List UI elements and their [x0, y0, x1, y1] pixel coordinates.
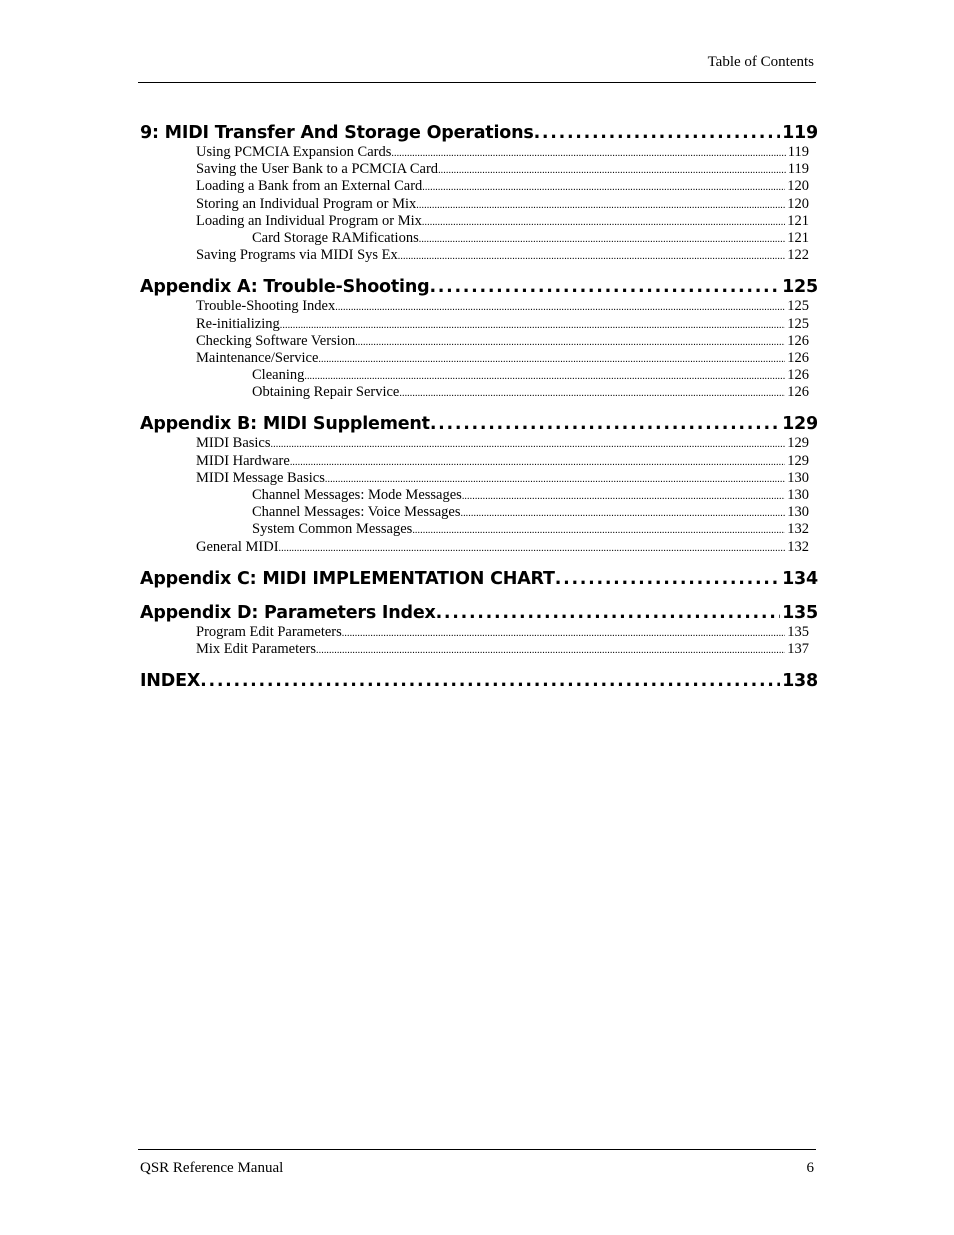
toc-chapter-entry[interactable]	[140, 568, 818, 590]
toc-leader-dots	[391, 144, 785, 162]
toc-entry[interactable]	[140, 539, 809, 556]
toc-leader-dots	[534, 122, 780, 144]
toc-entry-label: MIDI Basics	[196, 435, 271, 452]
toc-section	[140, 602, 818, 658]
toc-leader-dots	[325, 470, 785, 488]
toc-entry-page: 129	[787, 435, 809, 452]
toc-chapter-entry[interactable]	[140, 122, 818, 144]
header-rule	[138, 82, 816, 83]
toc-entry-page: 120	[787, 178, 809, 195]
toc-entry-page: 120	[787, 195, 809, 212]
toc-section	[140, 670, 818, 692]
toc-leader-dots	[399, 384, 785, 402]
toc-entry[interactable]	[140, 521, 809, 538]
toc-entry-page: 130	[787, 469, 809, 486]
toc-leader-dots	[422, 178, 785, 196]
toc-leader-dots	[290, 453, 785, 471]
toc-chapter-title: INDEX	[140, 671, 201, 692]
toc-entry-page: 119	[787, 161, 809, 178]
toc-entry[interactable]	[140, 178, 809, 195]
toc-chapter-title: Appendix B: MIDI Supplement	[140, 414, 430, 435]
toc-entry-label: Using PCMCIA Expansion Cards	[196, 144, 392, 160]
toc-entry[interactable]	[140, 453, 809, 470]
toc-entry-label: Checking Software Version	[196, 332, 356, 349]
toc-entry[interactable]	[140, 487, 809, 504]
toc-entry[interactable]	[140, 316, 809, 333]
toc-entry[interactable]	[140, 144, 809, 161]
toc-entry-label: General MIDI	[196, 538, 279, 555]
toc-entry-label: Saving the User Bank to a PCMCIA Card	[196, 161, 439, 178]
toc-entry[interactable]	[140, 384, 809, 401]
toc-leader-dots	[412, 521, 785, 539]
toc-leader-dots	[271, 435, 786, 453]
toc-entry-page: 135	[787, 623, 809, 640]
toc-leader-dots	[316, 641, 785, 659]
toc-entry[interactable]	[140, 624, 809, 641]
running-head: Table of Contents	[707, 54, 814, 70]
toc-leader-dots	[430, 413, 780, 435]
toc-leader-dots	[200, 670, 780, 692]
toc-chapter-title: Appendix C: MIDI IMPLEMENTATION CHART	[140, 568, 555, 589]
toc-leader-dots	[416, 196, 785, 214]
toc-entry-label: System Common Messages	[252, 521, 413, 538]
toc-chapter-entry[interactable]	[140, 602, 818, 624]
toc-chapter-page: 138	[782, 671, 818, 692]
toc-entry-label: Channel Messages: Mode Messages	[252, 487, 462, 503]
toc-leader-dots	[342, 624, 785, 642]
toc-entry-page: 125	[787, 298, 809, 315]
toc-entry-label: Trouble-Shooting Index	[196, 298, 336, 315]
toc-chapter-page: 135	[782, 602, 818, 623]
toc-entry[interactable]	[140, 435, 809, 452]
toc-leader-dots	[279, 539, 786, 557]
toc-entry-label: Cleaning	[252, 367, 305, 384]
toc-entry-page: 132	[787, 521, 809, 538]
toc-entry-page: 137	[787, 640, 809, 657]
toc-entry-page: 121	[787, 229, 809, 246]
toc-section	[140, 413, 818, 555]
toc-leader-dots	[280, 316, 785, 334]
toc-leader-dots	[419, 230, 786, 248]
toc-entry-page: 129	[787, 452, 809, 469]
toc-entry[interactable]	[140, 247, 809, 264]
toc-entry[interactable]	[140, 161, 809, 178]
toc-entry[interactable]	[140, 504, 809, 521]
toc-entry[interactable]	[140, 641, 809, 658]
toc-chapter-entry[interactable]	[140, 276, 818, 298]
toc-entry-label: Maintenance/Service	[196, 349, 319, 366]
toc-entry-label: Re-initializing	[196, 315, 280, 332]
toc-leader-dots	[304, 367, 785, 385]
toc-entry-page: 132	[787, 538, 809, 555]
toc-entry-label: MIDI Hardware	[196, 452, 290, 469]
toc-entry-page: 130	[787, 487, 809, 503]
footer-rule	[138, 1149, 816, 1150]
toc-entry[interactable]	[140, 470, 809, 487]
toc-chapter-entry[interactable]	[140, 670, 818, 692]
toc-section	[140, 276, 818, 401]
toc-chapter-title: 9: MIDI Transfer And Storage Operations	[140, 123, 534, 143]
toc-entry-page: 130	[787, 504, 809, 521]
toc-chapter-page: 134	[782, 568, 818, 589]
toc-chapter-page: 119	[782, 123, 818, 143]
toc-leader-dots	[438, 161, 786, 179]
toc-entry[interactable]	[140, 213, 809, 230]
toc-entry-page: 121	[787, 212, 809, 229]
toc-entry-page: 126	[787, 367, 809, 384]
toc-entry-label: Saving Programs via MIDI Sys Ex	[196, 247, 398, 264]
toc-entry-page: 122	[787, 247, 809, 264]
toc-entry-label: Channel Messages: Voice Messages	[252, 504, 461, 521]
toc-leader-dots	[429, 276, 780, 298]
toc-leader-dots	[462, 487, 785, 505]
toc-entry[interactable]	[140, 230, 809, 247]
toc-entry[interactable]	[140, 196, 809, 213]
toc-entry-page: 126	[787, 349, 809, 366]
toc-chapter-title: Appendix A: Trouble-Shooting	[140, 277, 430, 298]
footer-manual-title: QSR Reference Manual	[140, 1160, 284, 1176]
toc-entry[interactable]	[140, 298, 809, 315]
toc-leader-dots	[422, 213, 785, 231]
toc-leader-dots	[318, 350, 785, 368]
toc-entry[interactable]	[140, 333, 809, 350]
toc-leader-dots	[436, 602, 780, 624]
toc-entry-label: Mix Edit Parameters	[196, 640, 317, 657]
toc-entry-label: Card Storage RAMifications	[252, 229, 419, 246]
toc-entry-label: Loading a Bank from an External Card	[196, 178, 423, 195]
toc-leader-dots	[555, 568, 780, 590]
toc-entry[interactable]	[140, 367, 809, 384]
toc-entry-page: 126	[787, 384, 809, 401]
toc-entry-page: 126	[787, 332, 809, 349]
toc-entry-page: 119	[787, 144, 809, 160]
toc-section	[140, 568, 818, 590]
toc-chapter-page: 125	[782, 277, 818, 298]
toc-entry-page: 125	[787, 315, 809, 332]
toc-leader-dots	[355, 333, 785, 351]
toc-entry-label: Program Edit Parameters	[196, 623, 342, 640]
toc-entry-label: Storing an Individual Program or Mix	[196, 195, 417, 212]
table-of-contents	[140, 122, 818, 704]
toc-chapter-title: Appendix D: Parameters Index	[140, 602, 436, 623]
toc-section	[140, 122, 818, 264]
toc-entry-label: MIDI Message Basics	[196, 469, 325, 486]
toc-entry-label: Obtaining Repair Service	[252, 384, 400, 401]
footer-page-number: 6	[806, 1160, 814, 1176]
toc-leader-dots	[398, 247, 785, 265]
toc-entry-label: Loading an Individual Program or Mix	[196, 212, 422, 229]
toc-leader-dots	[460, 504, 785, 522]
toc-entry[interactable]	[140, 350, 809, 367]
toc-chapter-page: 129	[782, 414, 818, 435]
toc-leader-dots	[335, 298, 785, 316]
toc-chapter-entry[interactable]	[140, 413, 818, 435]
